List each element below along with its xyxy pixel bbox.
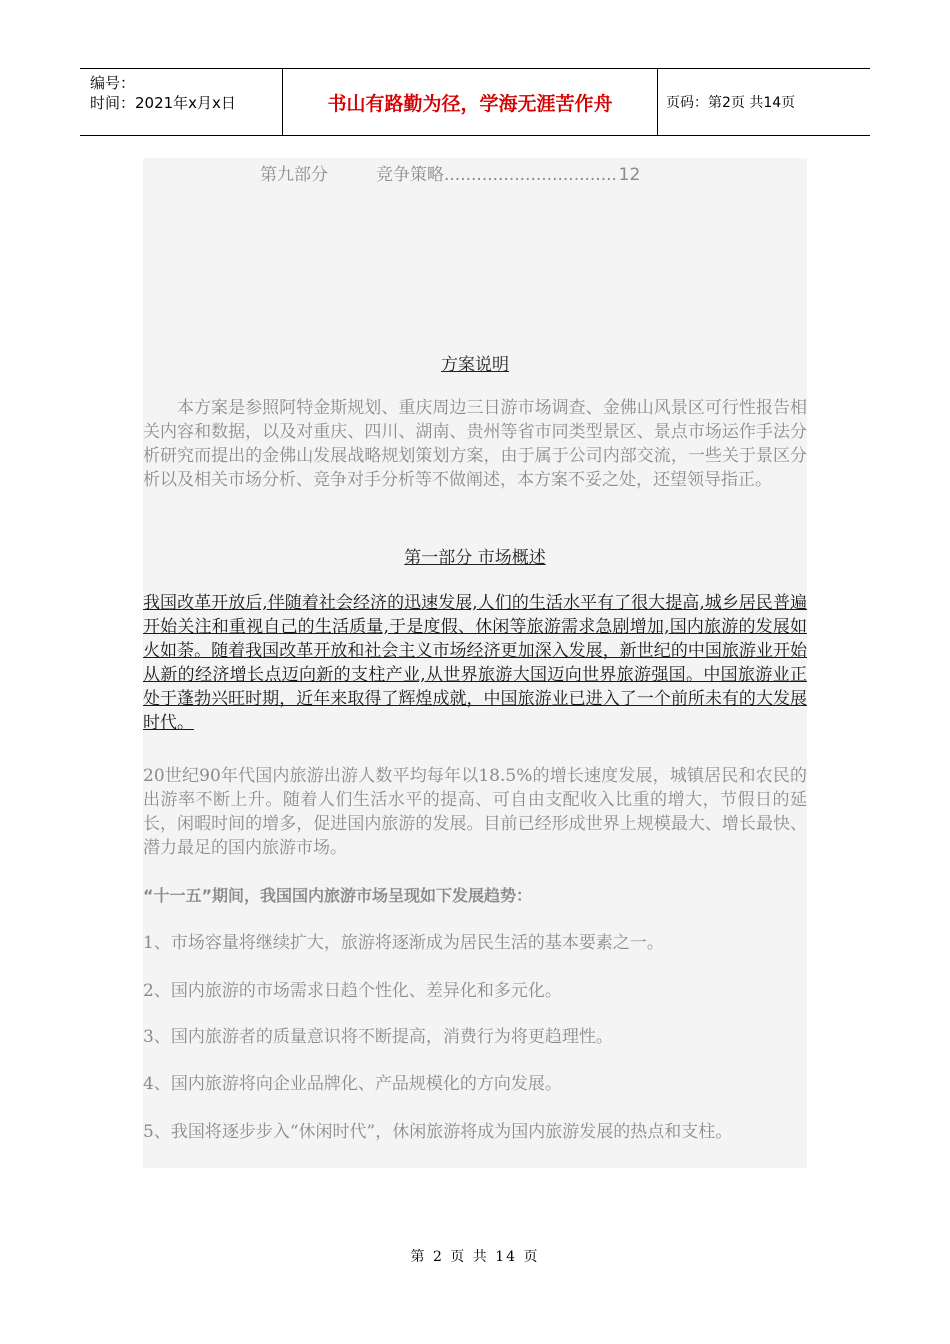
- trend-item-2: 2、国内旅游的市场需求日趋个性化、差异化和多元化。: [143, 981, 562, 1001]
- toc-part: 第九部分: [260, 165, 328, 185]
- plan-description: 本方案是参照阿特金斯规划、重庆周边三日游市场调查、金佛山风景区可行性报告相关内容和数据，以及对重庆、四川、湖南、贵州等省市同类型景区、景点市场运作手法分析研究而提出的金佛山发展战略规划策划方案，由于属于公司内部交流，一些关于景区分析以及相关市场分析、竞争对手分析等不做阐述，本方案不妥之处，还望领导指正。: [143, 398, 807, 490]
- trend-item-3: 3、国内旅游者的质量意识将不断提高，消费行为将更趋理性。: [143, 1027, 613, 1047]
- document-time-label: 时间：2021年x月x日: [90, 94, 236, 112]
- header-meta: [80, 69, 282, 135]
- trend-item-1: 1、市场容量将继续扩大，旅游将逐渐成为居民生活的基本要素之一。: [143, 933, 664, 953]
- header-motto: 书山有路勤为径，学海无涯苦作舟: [282, 69, 658, 135]
- section-title-market: 第一部分 市场概述: [404, 548, 546, 568]
- document-number-label: 编号：: [90, 74, 136, 92]
- page-footer: 第 2 页 共 14 页: [410, 1249, 540, 1265]
- toc-title: 竞争策略: [376, 165, 444, 185]
- section-title-plan: 方案说明: [441, 355, 509, 375]
- trend-item-5: 5、我国将逐步步入“休闲时代”，休闲旅游将成为国内旅游发展的热点和支柱。: [143, 1122, 733, 1142]
- market-paragraph-1: 我国改革开放后,伴随着社会经济的迅速发展,人们的生活水平有了很大提高,城乡居民普遍开始关注和重视自己的生活质量,于是度假、休闲等旅游需求急剧增加,国内旅游的发展如火如荼。随着我国改革开放和社会主义市场经济更加深入发展，新世纪的中国旅游业开始从新的经济增长点迈向新的支柱产业,从世界旅游大国迈向世界旅游强国。中国旅游业正处于蓬勃兴旺时期，近年来取得了辉煌成就，中国旅游业已进入了一个前所未有的大发展时代。: [143, 593, 807, 733]
- trend-item-4: 4、国内旅游将向企业品牌化、产品规模化的方向发展。: [143, 1074, 562, 1094]
- toc-page: 12: [618, 165, 641, 185]
- market-paragraph-2: 20世纪90年代国内旅游出游人数平均每年以18.5%的增长速度发展，城镇居民和农民的出游率不断上升。随着人们生活水平的提高、可自由支配收入比重的增大，节假日的延长，闲暇时间的增多，促进国内旅游的发展。目前已经形成世界上规模最大、增长最快、潜力最足的国内旅游市场。: [143, 766, 807, 858]
- toc-dots: ................................: [444, 165, 617, 185]
- toc-entry: [260, 160, 640, 185]
- trend-heading: “十一五”期间，我国国内旅游市场呈现如下发展趋势：: [143, 886, 533, 905]
- header-page-info: 页码：第2页 共14页: [666, 95, 796, 111]
- page-header: [80, 68, 870, 136]
